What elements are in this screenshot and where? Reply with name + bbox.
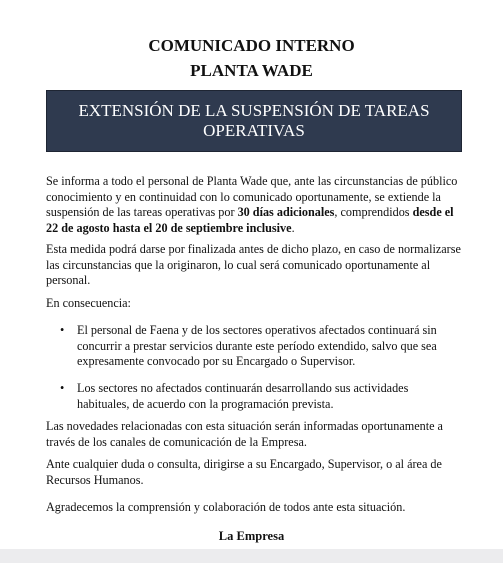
list-item-text: El personal de Faena y de los sectores operativos afectados continuará sin concurrir a prestar servicios durante este período extendido, salvo que sea expresamente convocado por su Encargado o Supervisor. [77,323,437,368]
headline-text: EXTENSIÓN DE LA SUSPENSIÓN DE TAREAS OPERATIVAS [78,101,430,140]
bullet-icon: • [60,381,65,395]
list-item-text: Los sectores no afectados continuarán desarrollando sus actividades habituales, de acuerdo con la programación prevista. [77,381,409,411]
paragraph-contact: Ante cualquier duda o consulta, dirigirse a su Encargado, Supervisor, o al área de Recursos Humanos. [46,457,442,487]
paragraph-updates: Las novedades relacionadas con esta situación serán informadas oportunamente a través de los canales de comunicación de la Empresa. [46,419,443,449]
paragraph-consequence: En consecuencia: [46,296,131,310]
announcement-text-e: . [291,220,295,235]
signature: La Empresa [218,529,285,543]
document-title: COMUNICADO INTERNO [148,36,355,55]
document-subtitle: PLANTA WADE [190,61,313,80]
headline-banner [46,90,462,152]
bullet-icon: • [60,323,65,337]
paragraph-early-end: Esta medida podrá darse por finalizada antes de dicho plazo, en caso de normalizarse las circunstancias que la originaron, lo cual será comunicado oportunamente al personal. [46,242,461,287]
announcement-date-range: desde el 22 de agosto hasta el 20 de septiembre inclusive [46,205,454,235]
paragraph-announcement [46,174,466,236]
announcement-text-c: , comprendidos [334,205,413,219]
announcement-text-a: Se informa a todo el personal de Planta Wade que, ante las circunstancias de público conocimiento y en continuidad con lo comunicado oportunamente, se extiende la suspensión de las tareas operativas por [46,174,458,219]
paragraph-thanks: Agradecemos la comprensión y colaboración de todos ante esta situación. [46,500,406,514]
announcement-duration: 30 días adicionales [237,205,335,219]
